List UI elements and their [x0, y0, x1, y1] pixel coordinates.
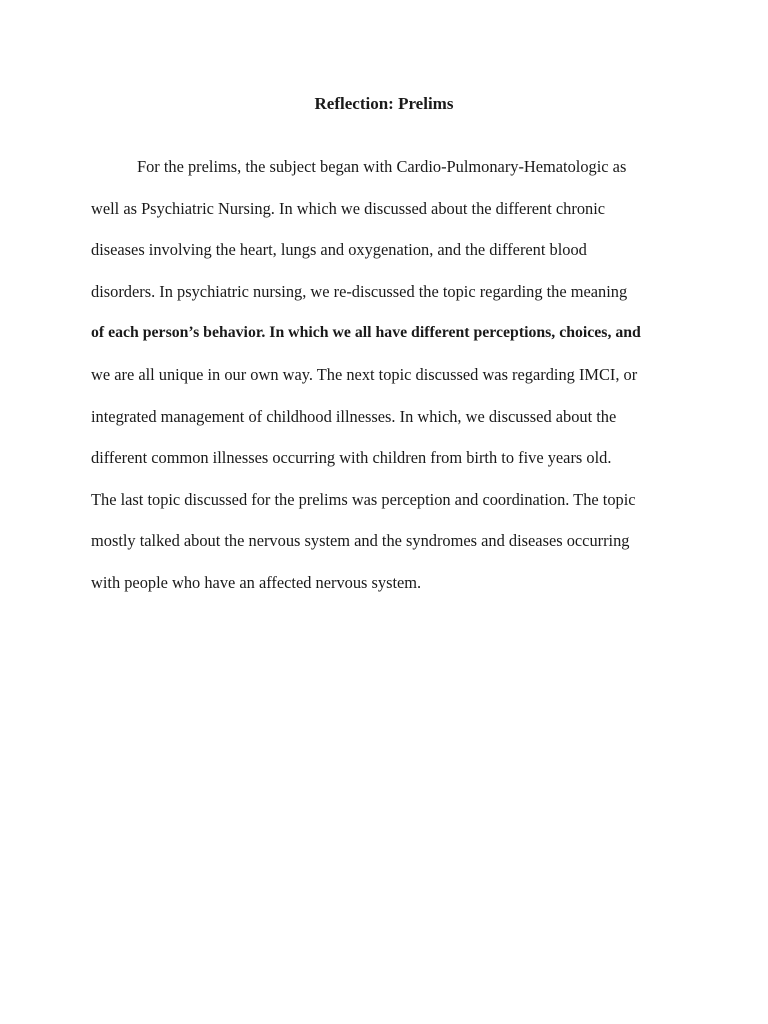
body-line-1: For the prelims, the subject began with Cardio-Pulmonary-Hematologic as — [137, 157, 627, 176]
body-line-11: with people who have an affected nervous system. — [91, 572, 422, 592]
body-line-4: disorders. In psychiatric nursing, we re-discussed the topic regarding the meaning — [91, 281, 628, 301]
body-line-5: of each person’s behavior. In which we all have different perceptions, choices, and — [91, 324, 641, 342]
document-body — [91, 146, 691, 604]
document-title: Reflection: Prelims — [314, 94, 454, 113]
body-line-3: diseases involving the heart, lungs and oxygenation, and the different blood — [91, 240, 587, 260]
body-line-10: mostly talked about the nervous system and the syndromes and diseases occurring — [91, 531, 630, 551]
body-line-2: well as Psychiatric Nursing. In which we discussed about the different chronic — [91, 198, 606, 218]
body-line-9: The last topic discussed for the prelims was perception and coordination. The topic — [91, 489, 636, 509]
body-line-6: we are all unique in our own way. The next topic discussed was regarding IMCI, or — [91, 364, 638, 384]
body-line-7: integrated management of childhood illnesses. In which, we discussed about the — [91, 406, 617, 426]
body-line-8: different common illnesses occurring with children from birth to five years old. — [91, 448, 612, 468]
